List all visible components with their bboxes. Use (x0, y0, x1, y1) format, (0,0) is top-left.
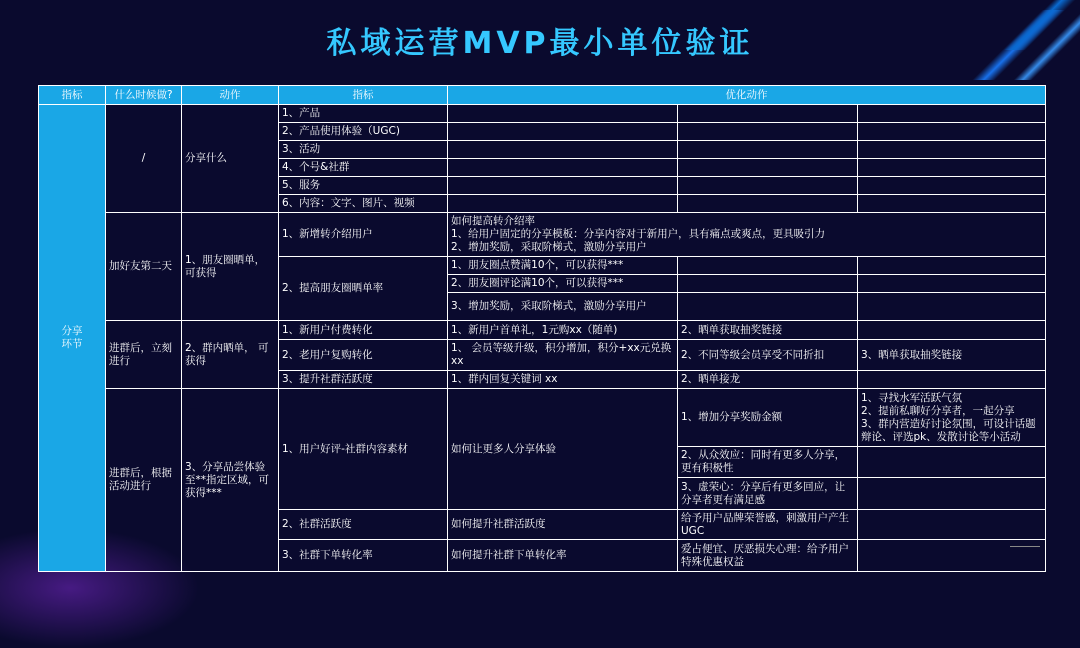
g3-optimize: 1、群内回复关键词 xx (448, 371, 678, 389)
header-indicator: 指标 (279, 86, 448, 105)
mvp-table (38, 85, 1046, 572)
g1-item: 6、内容：文字、图片、视频 (279, 195, 448, 213)
g2-metric-1-optimize (448, 213, 1046, 257)
g2-metric-2-optimize: 2、朋友圈评论满10个，可以获得*** (448, 275, 678, 293)
g2-metric-1: 1、新增转介绍用户 (279, 213, 448, 257)
g4-metric-3: 3、社群下单转化率 (279, 540, 448, 572)
empty-cell (678, 141, 858, 159)
g4-metric-1-action: 3、虚荣心：分享后有更多回应，让分享者更有满足感 (678, 478, 858, 510)
g1-item: 1、产品 (279, 105, 448, 123)
empty-cell (858, 159, 1046, 177)
empty-cell (448, 141, 678, 159)
empty-cell (858, 293, 1046, 321)
g4-when: 进群后，根据活动进行 (106, 389, 182, 572)
empty-cell (858, 447, 1046, 478)
header-optimize: 优化动作 (448, 86, 1046, 105)
empty-cell (678, 257, 858, 275)
g4-metric-1-detail-text: 1、寻找水军活跃气氛 2、提前私聊好分享者，一起分享 3、群内营造好讨论氛围，可设计话题辩论、评选pk、发散讨论等小活动 (861, 391, 1036, 443)
empty-cell (858, 478, 1046, 510)
g3-optimize: 2、不同等级会员享受不同折扣 (678, 340, 858, 371)
g2-metric-2: 2、提高朋友圈晒单率 (279, 257, 448, 321)
empty-cell (448, 159, 678, 177)
page-title: 私域运营MVP最小单位验证 (326, 26, 754, 61)
g4-metric-1-question: 如何让更多人分享体验 (448, 389, 678, 510)
table-row (39, 389, 1046, 447)
empty-cell (678, 159, 858, 177)
empty-cell (858, 123, 1046, 141)
g4-metric-3-question: 如何提升社群下单转化率 (448, 540, 678, 572)
empty-cell (858, 321, 1046, 340)
g3-optimize: 3、晒单获取抽奖链接 (858, 340, 1046, 371)
g3-optimize: 1、 会员等级升级，积分增加，积分+xx元兑换xx (448, 340, 678, 371)
g4-metric-1-action: 2、从众效应：同时有更多人分享，更有积极性 (678, 447, 858, 478)
empty-cell (858, 540, 1046, 572)
empty-cell (858, 141, 1046, 159)
g3-when: 进群后，立刻进行 (106, 321, 182, 389)
empty-cell (678, 195, 858, 213)
empty-cell (858, 177, 1046, 195)
g4-metric-2: 2、社群活跃度 (279, 510, 448, 540)
g3-metric: 2、老用户复购转化 (279, 340, 448, 371)
g1-when: / (106, 105, 182, 213)
header-when: 什么时候做? (106, 86, 182, 105)
g3-optimize: 2、晒单获取抽奖链接 (678, 321, 858, 340)
empty-cell (678, 123, 858, 141)
empty-cell (858, 257, 1046, 275)
g3-optimize: 2、晒单接龙 (678, 371, 858, 389)
header-row (39, 86, 1046, 105)
section-label-text: 分享 环节 (61, 325, 83, 350)
g4-metric-1: 1、用户好评-社群内容素材 (279, 389, 448, 510)
g4-metric-1-action: 1、增加分享奖励金额 (678, 389, 858, 447)
g3-action: 2、群内晒单， 可获得 (182, 321, 279, 389)
empty-cell (678, 177, 858, 195)
header-metric: 指标 (39, 86, 106, 105)
g2-when: 加好友第二天 (106, 213, 182, 321)
empty-cell (448, 195, 678, 213)
g4-metric-2-action: 给予用户品牌荣誉感，刺激用户产生UGC (678, 510, 858, 540)
g2-metric-2-optimize: 1、朋友圈点赞满10个，可以获得*** (448, 257, 678, 275)
table-row (39, 105, 1046, 123)
g4-action: 3、分享品尝体验至**指定区域，可获得*** (182, 389, 279, 572)
empty-cell (858, 371, 1046, 389)
g3-optimize: 1、新用户首单礼，1元购xx（随单) (448, 321, 678, 340)
empty-cell (448, 105, 678, 123)
g1-action: 分享什么 (182, 105, 279, 213)
empty-cell (678, 293, 858, 321)
empty-cell (448, 177, 678, 195)
g2-metric-2-optimize: 3、增加奖励，采取阶梯式，激励分享用户 (448, 293, 678, 321)
g4-metric-3-action: 爱占便宜、厌恶损失心理：给予用户特殊优惠权益 (678, 540, 858, 572)
empty-cell (858, 275, 1046, 293)
g3-metric: 3、提升社群活跃度 (279, 371, 448, 389)
section-label (39, 105, 106, 572)
empty-cell (678, 105, 858, 123)
g1-item: 3、活动 (279, 141, 448, 159)
g1-item: 2、产品使用体验（UGC) (279, 123, 448, 141)
empty-cell (858, 105, 1046, 123)
table-row (39, 321, 1046, 340)
empty-cell (858, 195, 1046, 213)
empty-cell (448, 123, 678, 141)
g2-metric-1-optimize-text: 如何提高转介绍率 1、给用户固定的分享模板：分享内容对于新用户，具有痛点或爽点，更具吸引力 2、增加奖励，采取阶梯式，激励分享用户 (451, 215, 826, 253)
g3-metric: 1、新用户付费转化 (279, 321, 448, 340)
empty-cell (678, 275, 858, 293)
empty-cell (858, 510, 1046, 540)
g4-metric-1-detail (858, 389, 1046, 447)
g1-item: 5、服务 (279, 177, 448, 195)
g2-action: 1、朋友圈晒单，可获得 (182, 213, 279, 321)
header-action: 动作 (182, 86, 279, 105)
decorative-line (1010, 546, 1040, 547)
g1-item: 4、个号&社群 (279, 159, 448, 177)
g4-metric-2-question: 如何提升社群活跃度 (448, 510, 678, 540)
table-row (39, 213, 1046, 257)
